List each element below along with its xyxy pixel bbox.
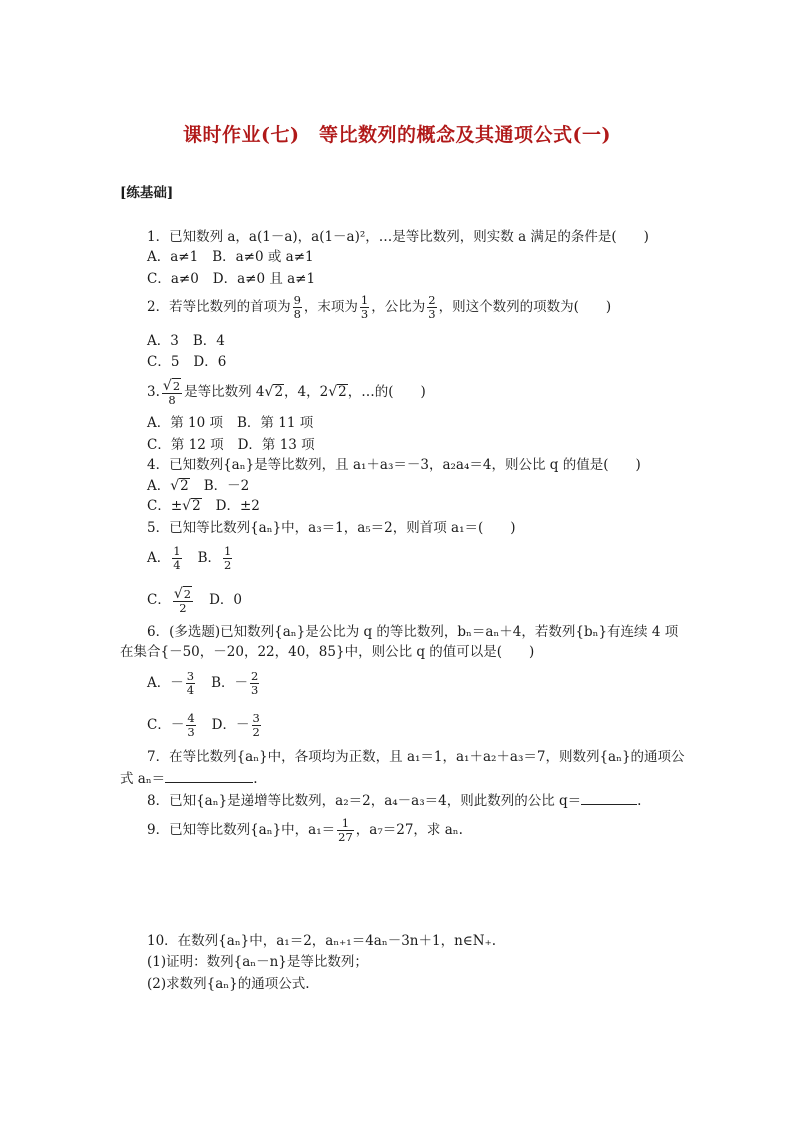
question-5: 5．已知等比数列{aₙ}中，a₃＝1，a₅＝2，则首项 a₁＝( ) xyxy=(147,520,516,536)
question-5-options-row-1 xyxy=(147,541,234,575)
q4-option-c: C．±√2 xyxy=(147,498,201,514)
q1-option-d: D．a≠0 且 a≠1 xyxy=(212,271,316,287)
q6-option-d: D．－ $\frac{3}{2}$ xyxy=(211,711,260,739)
question-10-part-2: (2)求数列{aₙ}的通项公式. xyxy=(147,976,310,992)
question-8: 8．已知{aₙ}是递增等比数列，a₂＝2，a₄－a₃＝4，则此数列的公比 q＝ . xyxy=(147,790,641,810)
sqrt: √2 xyxy=(328,384,347,400)
question-6-options-row-2 xyxy=(147,707,263,743)
q2-option-d: D．6 xyxy=(193,354,227,370)
answer-blank[interactable] xyxy=(165,768,253,783)
question-1-options-row-2 xyxy=(147,270,315,288)
question-10-part-1: (1)证明：数列{aₙ－n}是等比数列； xyxy=(147,954,368,970)
section-heading: [练基础] xyxy=(120,185,174,201)
fraction: $\frac{1}{27}$ xyxy=(338,816,353,844)
question-6-options-row-1 xyxy=(147,665,261,701)
question-4: 4．已知数列{aₙ}是等比数列，且 a₁＋a₃＝－3，a₂a₄＝4，则公比 q 的值是( ) xyxy=(147,457,641,473)
q5-option-b: B． $\frac{1}{2}$ xyxy=(197,544,232,572)
q5-option-c: C． $\frac{√2}{2}$ xyxy=(147,586,192,615)
q4-option-a: A．√2 xyxy=(147,478,189,494)
q3-option-b: B．第 11 项 xyxy=(237,415,314,431)
question-1-options-row-1 xyxy=(147,248,314,266)
fraction: $\frac{1}{3}$ xyxy=(360,293,369,321)
q3-option-c: C．第 12 项 xyxy=(147,437,224,453)
q1-option-a: A．a≠1 xyxy=(147,249,199,265)
question-10-line-1: 10．在数列{aₙ}中，a₁＝2，aₙ₊₁＝4aₙ－3n＋1，n∈N₊. xyxy=(147,933,496,949)
question-1: 1．已知数列 a，a(1－a)，a(1－a)²，…是等比数列，则实数 a 满足的条件是( ) xyxy=(147,229,649,245)
question-4-options-row-2 xyxy=(147,497,260,515)
question-3-options-row-1 xyxy=(147,414,313,432)
question-7-line-2: 式 aₙ＝ . xyxy=(120,768,257,788)
question-6-line-2: 在集合{－50，－20，22，40，85}中，则公比 q 的值可以是( ) xyxy=(120,644,535,660)
fraction: $\frac{2}{3}$ xyxy=(428,293,436,321)
q3-option-d: D．第 13 项 xyxy=(237,437,315,453)
question-7-line-1: 7．在等比数列{aₙ}中，各项均为正数，且 a₁＝1，a₁＋a₂＋a₃＝7，则数列{aₙ}的通项公 xyxy=(147,749,685,765)
sqrt: √2 xyxy=(264,384,284,400)
question-3-options-row-2 xyxy=(147,436,315,454)
q2-option-c: C．5 xyxy=(147,354,180,370)
fraction: $\frac{9}{8}$ xyxy=(293,293,301,321)
fraction: $\frac{√2}{8}$ xyxy=(162,378,181,407)
question-9: 9．已知等比数列{aₙ}中，a₁＝ $\frac{1}{27}$ ，a₇＝27，求 aₙ. xyxy=(147,816,463,844)
question-4-options-row-1 xyxy=(147,477,249,495)
q1-option-c: C．a≠0 xyxy=(147,271,199,287)
q1-option-b: B．a≠0 或 a≠1 xyxy=(212,249,314,265)
question-2-options-row-2 xyxy=(147,353,226,371)
q3-option-a: A．第 10 项 xyxy=(147,415,224,431)
question-2-options-row-1 xyxy=(147,332,225,350)
question-5-options-row-2 xyxy=(147,582,242,618)
q6-option-c: C．－ $\frac{4}{3}$ xyxy=(147,711,195,739)
answer-blank[interactable] xyxy=(581,790,637,805)
question-3: 3. $\frac{√2}{8}$ 是等比数列 4√2，4，2√2，…的( ) xyxy=(147,375,426,409)
q6-option-a: A．－ $\frac{3}{4}$ xyxy=(147,669,195,697)
q5-option-a: A． $\frac{1}{4}$ xyxy=(147,544,181,572)
q2-option-b: B．4 xyxy=(192,333,225,349)
question-2: 2．若等比数列的首项为 $\frac{9}{8}$ ，末项为 $\frac{1}{3}$ ，公比为 $\frac{2}{3}$ ，则这个数列的项数为( ) xyxy=(147,293,612,321)
q6-option-b: B．－ $\frac{2}{3}$ xyxy=(211,669,259,697)
q4-option-d: D．±2 xyxy=(215,498,260,514)
question-6-line-1: 6．(多选题)已知数列{aₙ}是公比为 q 的等比数列，bₙ＝aₙ＋4，若数列{bₙ}有连续 4 项 xyxy=(147,624,679,640)
page-title: 课时作业(七) 等比数列的概念及其通项公式(一) xyxy=(183,124,611,146)
q4-option-b: B．－2 xyxy=(203,478,250,494)
q2-option-a: A．3 xyxy=(147,333,179,349)
q5-option-d: D．0 xyxy=(209,592,243,608)
